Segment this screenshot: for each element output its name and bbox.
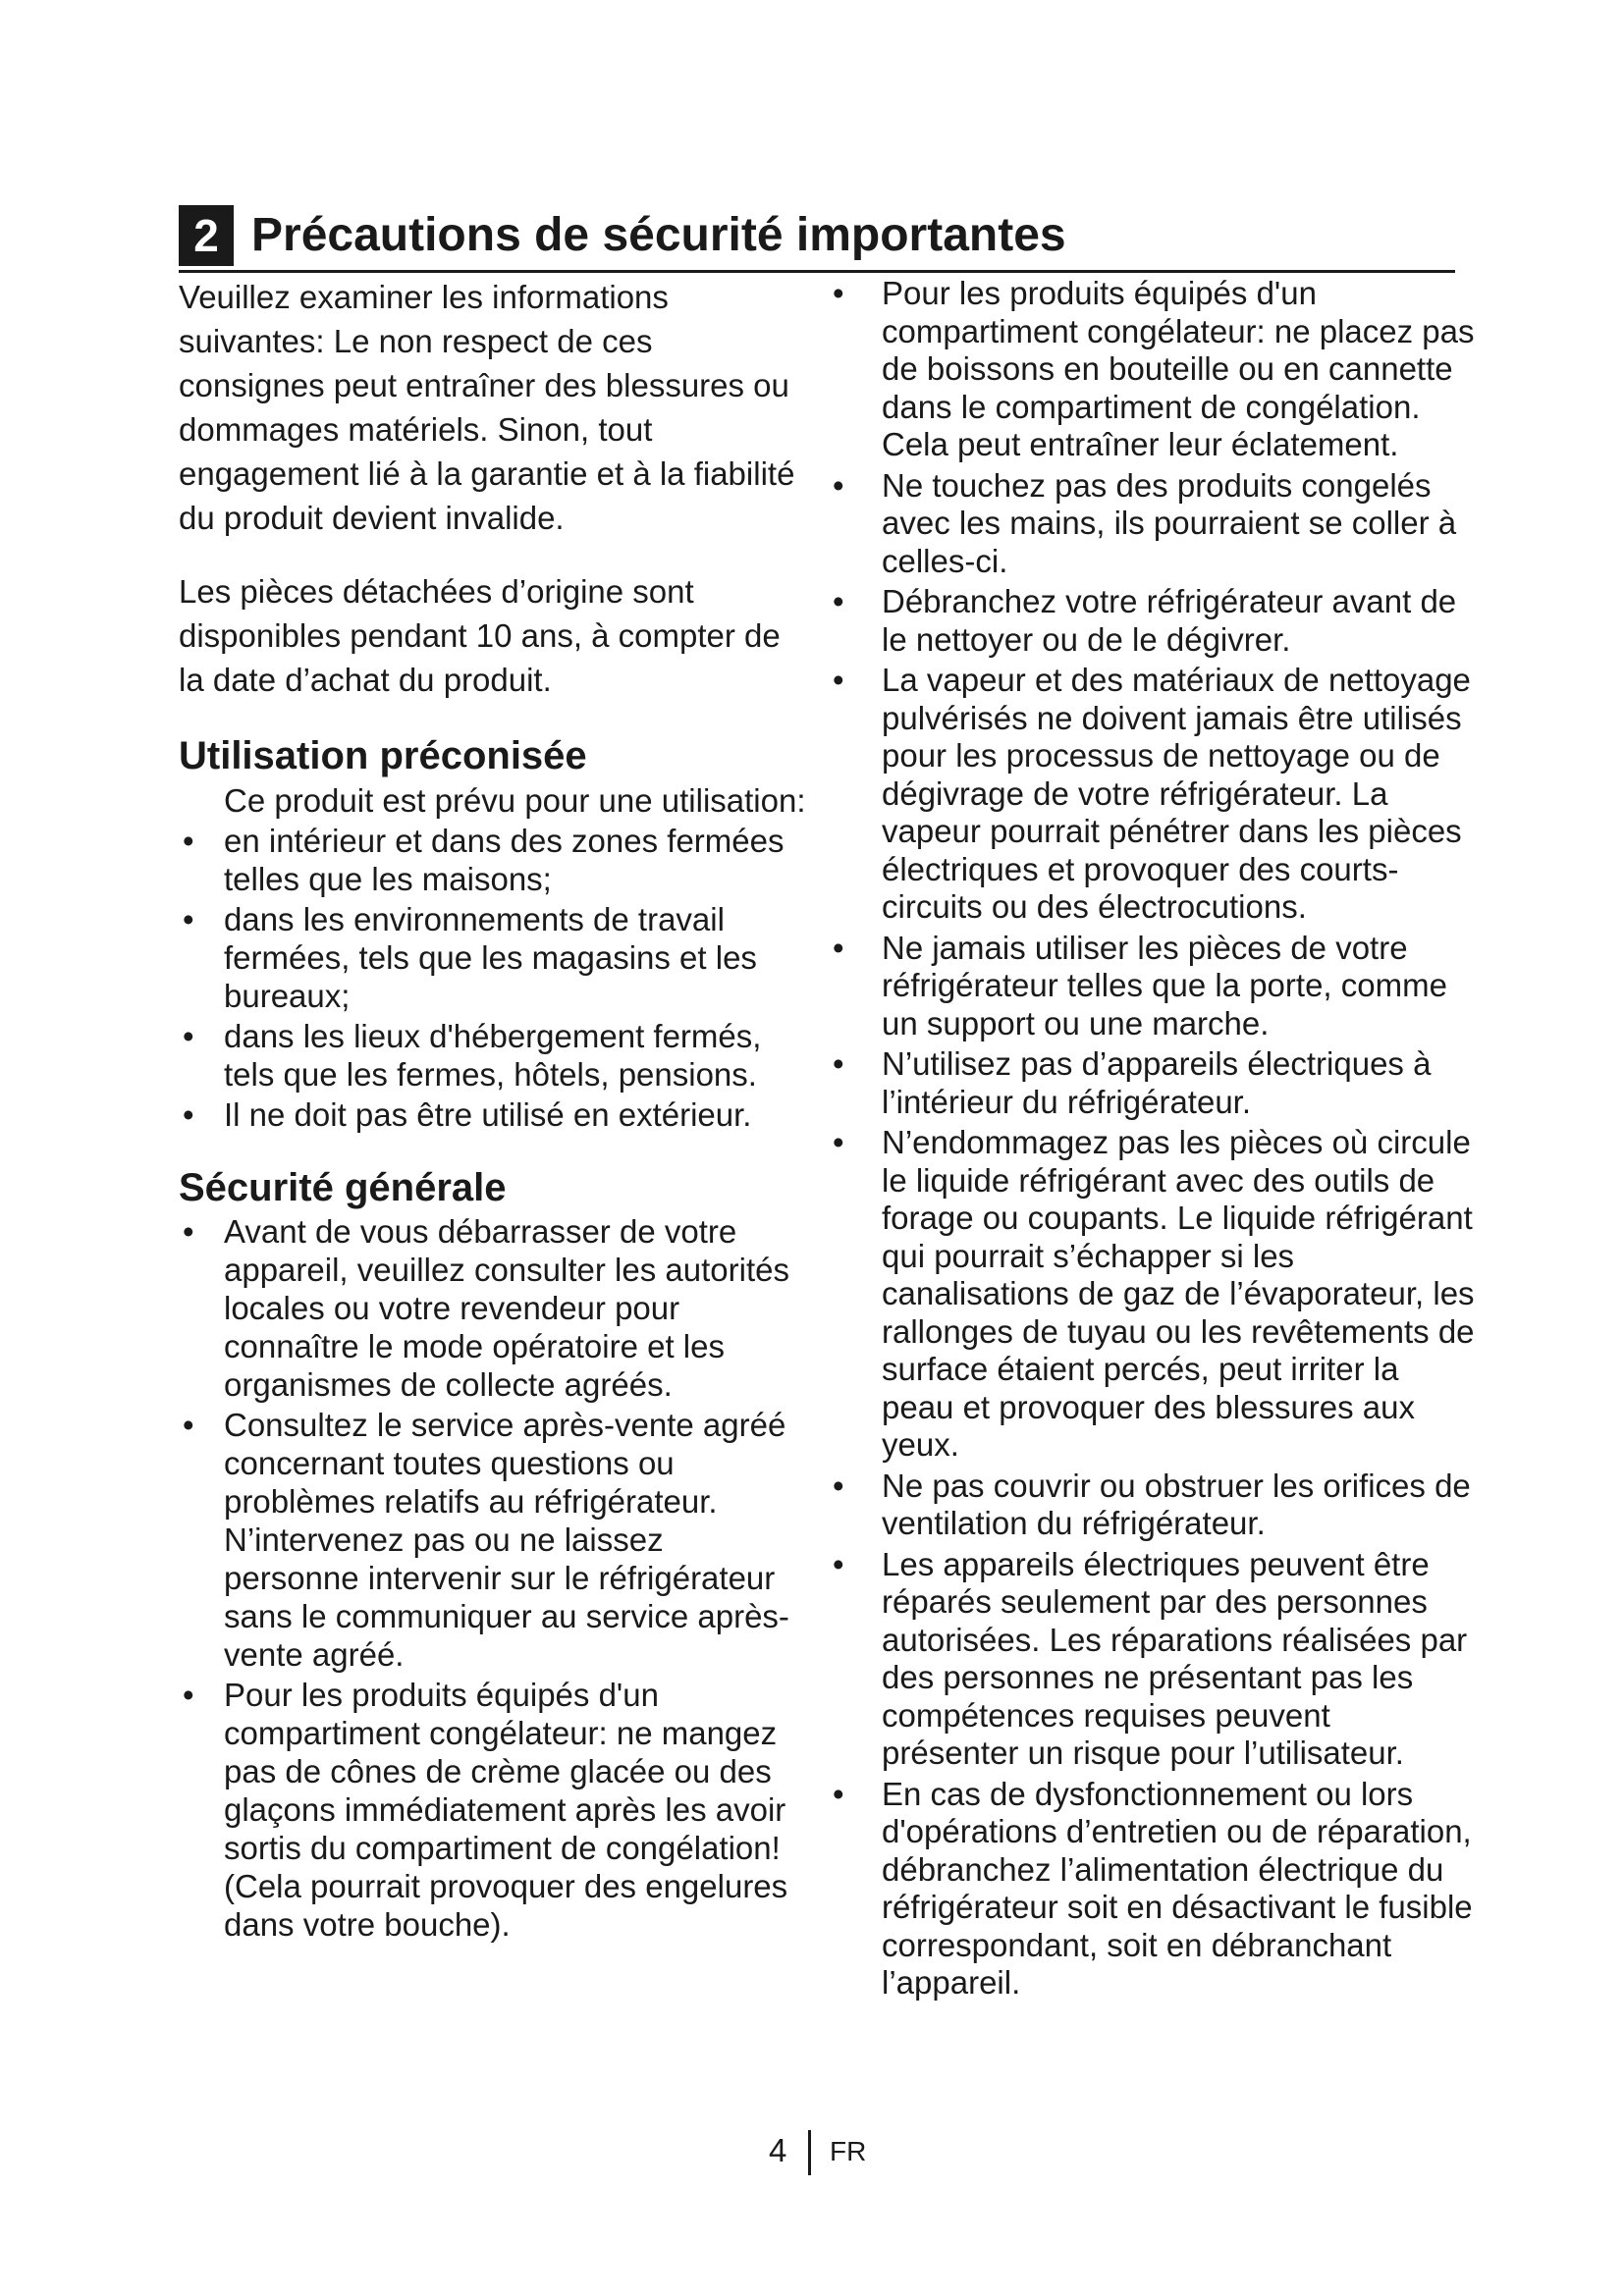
bullet-icon: • [183, 1677, 194, 1713]
list-item: • Les appareils électriques peuvent être réparés seulement par des personnes autorisées. Les réparations réalisées par des personnes ne présentant pas les compétences requises peuvent présenter un risque pour l’utilisateur. [833, 1545, 1468, 1771]
usage-heading: Utilisation préconisée [179, 734, 587, 777]
safety-heading: Sécurité générale [179, 1166, 507, 1209]
bullet-icon: • [183, 1096, 194, 1133]
bullet-icon: • [833, 1775, 844, 1812]
footer-divider [808, 2130, 811, 2175]
language-code: FR [830, 2136, 867, 2166]
list-item: • Ne touchez pas des produits congelés avec les mains, ils pourraient se coller à celles-ci. [833, 466, 1457, 579]
page-number: 4 [769, 2132, 787, 2168]
list-item: • En cas de dysfonctionnement ou lors d'opérations d’entretien ou de réparation, débranchez l’alimentation électrique du réfrigérateur soit en désactivant le fusible correspondant, soit en débranchant l’appareil. [833, 1775, 1473, 2001]
left-column [179, 275, 807, 1946]
list-item: • La vapeur et des matériaux de nettoyage pulvérisés ne doivent jamais être utilisés pour les processus de nettoyage ou de dégivrage de votre réfrigérateur. La vapeur pourrait pénétrer dans les pièces électriques et provoquer des courts-circuits ou des électrocutions. [833, 662, 1471, 925]
list-item: • Pour les produits équipés d'un compartiment congélateur: ne placez pas de boissons en bouteille ou en cannette dans le compartiment de congélation. Cela peut entraîner leur éclatement. [833, 275, 1475, 462]
bullet-icon: • [183, 1213, 194, 1250]
bullet-icon: • [833, 1045, 844, 1082]
bullet-icon: • [833, 1545, 844, 1582]
list-item: • Consultez le service après-vente agréé concernant toutes questions ou problèmes relatifs au réfrigérateur. N’intervenez pas ou ne laissez personne intervenir sur le réfrigérateur sans le communiquer au service après-vente agréé. [183, 1407, 789, 1673]
list-item: • N’utilisez pas d’appareils électriques à l’intérieur du réfrigérateur. [833, 1045, 1432, 1120]
safety-list [179, 1212, 807, 1944]
list-item: • Avant de vous débarrasser de votre appareil, veuillez consulter les autorités locales ou votre revendeur pour connaître le mode opératoire et les organismes de collecte agréés. [183, 1213, 789, 1403]
page-footer [0, 2130, 1624, 2179]
list-item: • Débranchez votre réfrigérateur avant de le nettoyer ou de le dégivrer. [833, 583, 1457, 658]
bullet-icon: • [833, 1124, 844, 1160]
bullet-icon: • [833, 929, 844, 966]
bullet-icon: • [833, 466, 844, 504]
chapter-number: 2 [179, 205, 234, 266]
list-item: • dans les environnements de travail fermées, tels que les magasins et les bureaux; [183, 901, 757, 1014]
right-column [827, 275, 1475, 2005]
bullet-icon: • [183, 901, 194, 937]
list-item: • N’endommagez pas les pièces où circule le liquide réfrigérant avec des outils de forage ou coupants. Le liquide réfrigérant qui pourrait s’échapper si les canalisations de gaz de l’évaporateur, les rallonges de tuyau ou les revêtements de surface étaient percés, peut irriter la peau et provoquer des blessures aux yeux. [833, 1124, 1475, 1463]
bullet-icon: • [833, 583, 844, 619]
usage-list [179, 822, 807, 1134]
list-item: • Ne pas couvrir ou obstruer les orifices de ventilation du réfrigérateur. [833, 1467, 1471, 1541]
chapter-title: Précautions de sécurité importantes [251, 209, 1066, 261]
list-item: • Il ne doit pas être utilisé en extérieur. [183, 1096, 752, 1133]
bullet-icon: • [833, 662, 844, 698]
bullet-icon: • [183, 1407, 194, 1443]
usage-intro: Ce produit est prévu pour une utilisation: [224, 782, 806, 819]
bullet-icon: • [833, 275, 844, 311]
bullet-icon: • [833, 1467, 844, 1504]
list-item: • dans les lieux d'hébergement fermés, tels que les fermes, hôtels, pensions. [183, 1018, 762, 1093]
list-item: • en intérieur et dans des zones fermées telles que les maisons; [183, 823, 785, 897]
intro-paragraph: Veuillez examiner les informations suivantes: Le non respect de ces consignes peut entraîner des blessures ou dommages matériels. Sinon, tout engagement lié à la garantie et à la fiabilité du produit devient invalide. [179, 279, 795, 536]
list-item: • Ne jamais utiliser les pièces de votre réfrigérateur telles que la porte, comme un support ou une marche. [833, 929, 1447, 1041]
chapter-header [179, 201, 1455, 273]
bullet-icon: • [183, 1018, 194, 1054]
spare-parts-paragraph: Les pièces détachées d’origine sont disponibles pendant 10 ans, à compter de la date d’achat du produit. [179, 573, 781, 698]
bullet-icon: • [183, 823, 194, 859]
list-item: • Pour les produits équipés d'un compartiment congélateur: ne mangez pas de cônes de crème glacée ou des glaçons immédiatement après les avoir sortis du compartiment de congélation! (Cela pourrait provoquer des engelures dans votre bouche). [183, 1677, 788, 1943]
safety-list-continued [827, 275, 1475, 2002]
